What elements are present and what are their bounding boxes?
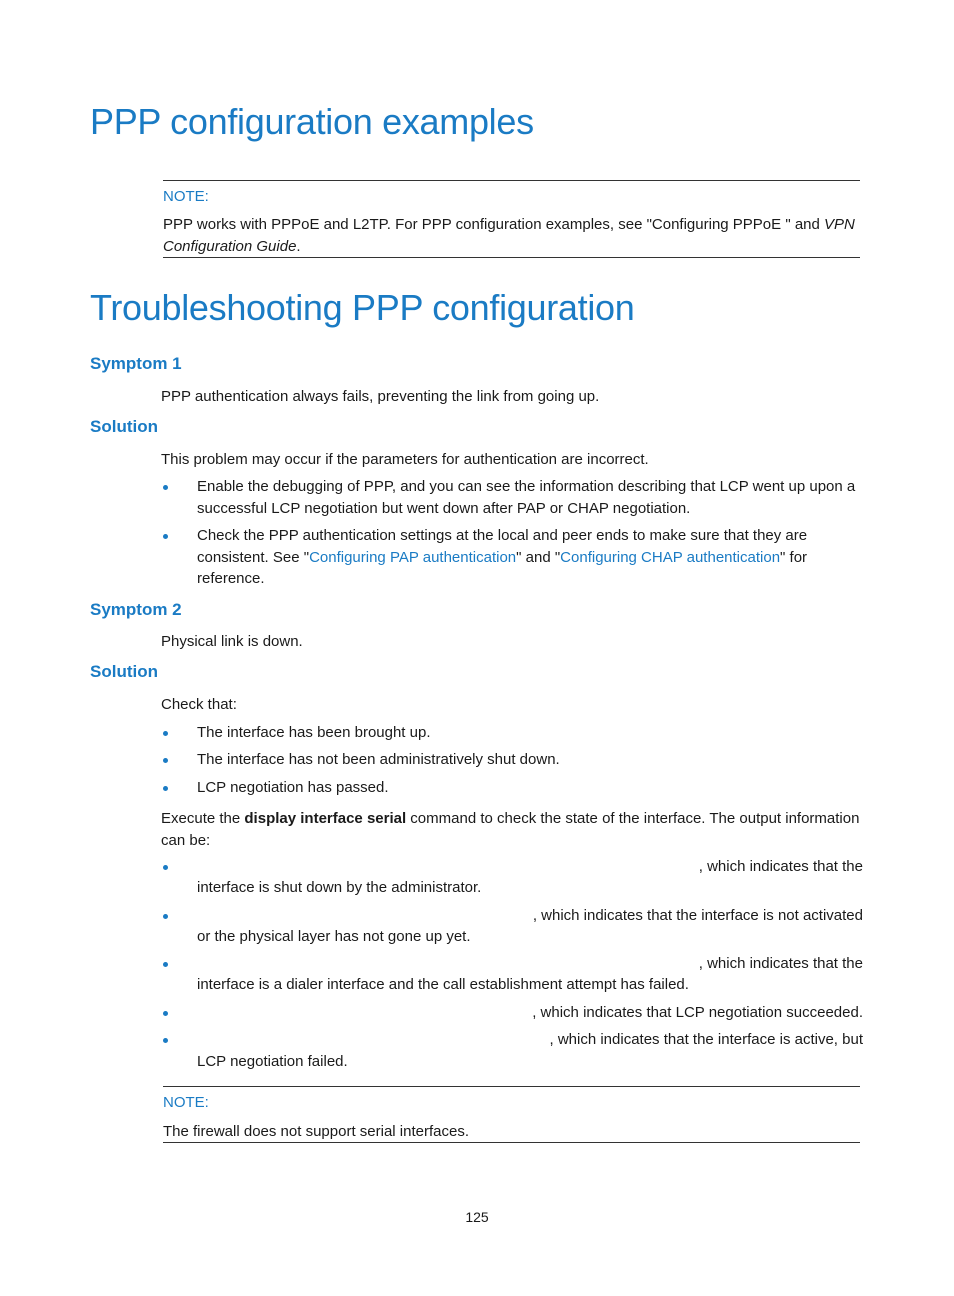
link-configuring-pap-authentication[interactable]: Configuring PAP authentication	[309, 548, 517, 566]
bullet-text-line: Enable the debugging of PPP, and you can see the information describing that LCP went up upon a	[197, 478, 856, 495]
symptom-1-text: PPP authentication always fails, preventing the link from going up.	[161, 388, 600, 405]
bullet-icon	[163, 1011, 168, 1016]
note-text-italic: VPN	[824, 216, 855, 233]
execute-paragraph	[161, 808, 859, 851]
symptom-2-text: Physical link is down.	[161, 633, 303, 650]
bullet-text-segment: " and "	[516, 548, 561, 566]
note-top-rule	[163, 180, 860, 181]
check-item: LCP negotiation has passed.	[197, 779, 389, 796]
bullet-icon	[163, 962, 168, 967]
bullet-icon	[163, 534, 168, 539]
bullet-icon	[163, 485, 168, 490]
command-name: display interface serial	[244, 810, 407, 827]
bullet-icon	[163, 1038, 168, 1043]
output-item-line2: interface is a dialer interface and the call establishment attempt has failed.	[197, 976, 689, 993]
note-bottom-rule	[163, 1142, 860, 1143]
bullet-text-segment: consistent. See "	[197, 548, 310, 566]
output-item-line2: interface is shut down by the administrator.	[197, 879, 482, 896]
bullet-text-line: successful LCP negotiation but went down after PAP or CHAP negotiation.	[197, 499, 691, 517]
note-text: The firewall does not support serial interfaces.	[163, 1123, 469, 1140]
bullet-icon	[163, 758, 168, 763]
solution-1-bullet-2	[197, 525, 807, 590]
execute-text: command to check the state of the interface. The output information	[406, 810, 860, 827]
note-bottom-rule	[163, 257, 860, 258]
note-label: NOTE:	[163, 188, 209, 205]
output-item-right: , which indicates that the	[698, 858, 863, 875]
solution-1-bullet-1	[197, 476, 855, 519]
link-configuring-chap-authentication[interactable]: Configuring CHAP authentication	[560, 548, 781, 566]
symptom-1-heading: Symptom 1	[90, 354, 182, 373]
solution-2-heading: Solution	[90, 662, 158, 681]
check-item: The interface has been brought up.	[197, 724, 431, 741]
output-item-right: , which indicates that the	[698, 955, 863, 972]
section-title-troubleshooting: Troubleshooting PPP configuration	[90, 287, 635, 328]
output-item-line2: LCP negotiation failed.	[197, 1053, 348, 1070]
bullet-text-segment: " for	[780, 548, 808, 566]
note-top-rule	[163, 1086, 860, 1087]
symptom-2-heading: Symptom 2	[90, 600, 182, 619]
output-item-line2: or the physical layer has not gone up yet.	[197, 928, 471, 945]
note-text-end: .	[296, 237, 301, 255]
output-item-right: , which indicates that the interface is active, but	[549, 1031, 863, 1048]
output-item-right: , which indicates that LCP negotiation succeeded.	[532, 1004, 863, 1021]
bullet-icon	[163, 786, 168, 791]
execute-text: Execute the	[161, 810, 245, 827]
note-text	[163, 214, 855, 257]
output-item-right: , which indicates that the interface is not activated	[532, 907, 863, 924]
page-number: 125	[465, 1209, 489, 1225]
bullet-icon	[163, 731, 168, 736]
solution-2-intro: Check that:	[161, 696, 237, 713]
note-text-italic-2: Configuration Guide	[163, 237, 297, 255]
bullet-text-line: reference.	[197, 570, 265, 587]
section-title-examples: PPP configuration examples	[90, 101, 534, 142]
check-item: The interface has not been administratively shut down.	[197, 751, 560, 768]
solution-1-heading: Solution	[90, 417, 158, 436]
solution-1-intro: This problem may occur if the parameters for authentication are incorrect.	[161, 451, 649, 468]
bullet-text-line: Check the PPP authentication settings at the local and peer ends to make sure that they are	[197, 527, 808, 544]
note-label: NOTE:	[163, 1094, 209, 1111]
bullet-icon	[163, 865, 168, 870]
bullet-icon	[163, 914, 168, 919]
execute-text: can be:	[161, 831, 211, 849]
note-text-start: PPP works with PPPoE and L2TP. For PPP configuration examples, see "Configuring PPPoE " and	[163, 216, 825, 233]
